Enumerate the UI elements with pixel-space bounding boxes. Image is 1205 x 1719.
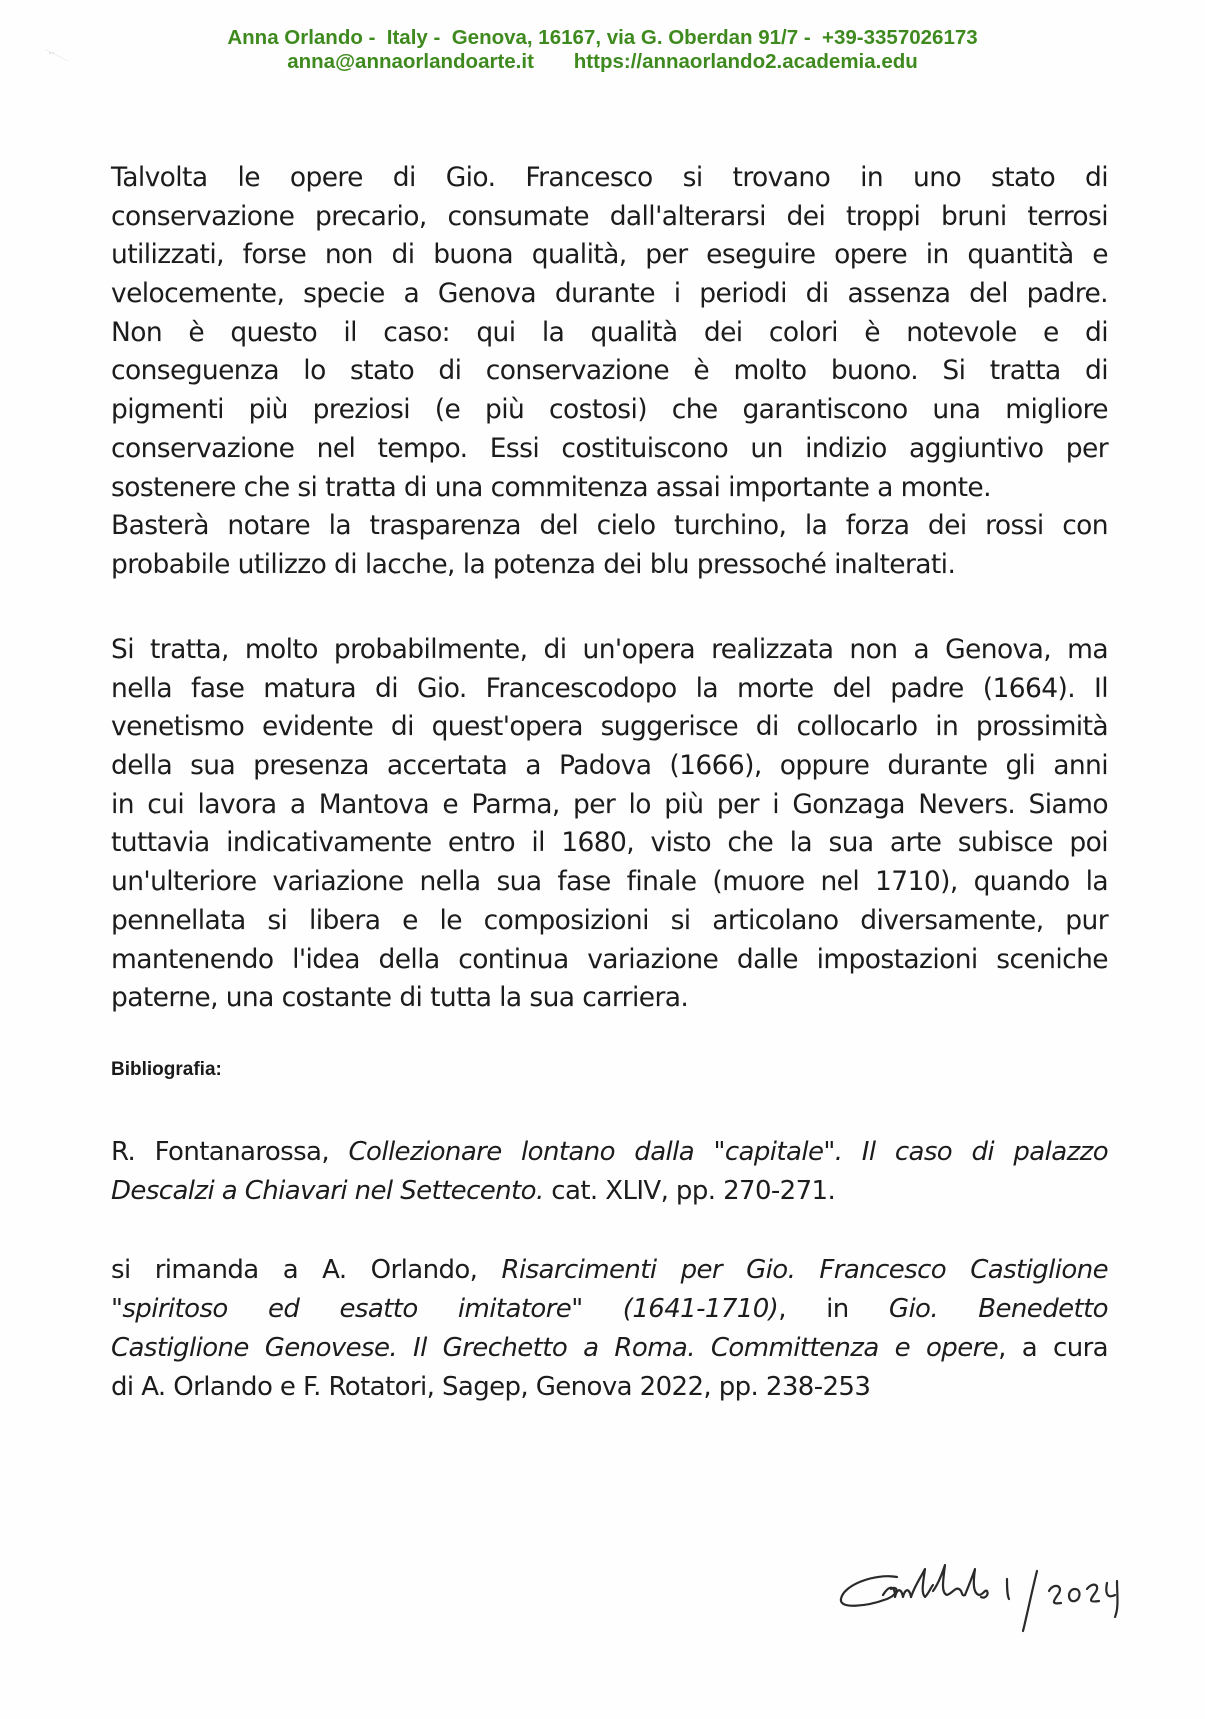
text-line: paterne, una costante di tutta la sua carriera. [111, 982, 689, 1014]
text-line: Non è questo il caso: qui la qualità dei colori è notevole e di [111, 316, 1108, 348]
text-line: venetismo evidente di quest'opera suggerisce di collocarlo in prossimità [111, 711, 1108, 743]
text-line: di A. Orlando e F. Rotatori, Sagep, Genova 2022, pp. 238-253 [111, 1372, 871, 1402]
ref-title: "spiritoso ed esatto imitatore" (1641-1710) [111, 1294, 779, 1324]
text-line [111, 1172, 1108, 1211]
letterhead-address: Anna Orlando - Italy - Genova, 16167, via G. Oberdan 91/7 - +39-3357026173 [227, 26, 978, 49]
text-line: Si tratta, molto probabilmente, di un'opera realizzata non a Genova, ma [111, 634, 1108, 665]
letterhead [0, 26, 1205, 74]
text-line [111, 1329, 1108, 1368]
ref-book-title: Castiglione Genovese. Il Grechetto a Roma. Committenza e opere [111, 1333, 999, 1363]
text-line [111, 1251, 1108, 1290]
bibliography-entry-orlando [111, 1251, 1108, 1407]
text-line: velocemente, specie a Genova durante i periodi di assenza del padre. [111, 278, 1108, 310]
ref-title: Collezionare lontano dalla "capitale". Il caso di palazzo [348, 1137, 1108, 1167]
text-line: pennellata si libera e le composizioni si articolano diversamente, pur [111, 904, 1108, 936]
ref-curated: , a cura [998, 1333, 1108, 1363]
ref-intro: si rimanda a A. Orlando, [111, 1255, 478, 1285]
letterhead-email[interactable]: anna@annaorlandoarte.it [287, 50, 534, 73]
letterhead-website[interactable]: https://annaorlando2.academia.edu [573, 50, 918, 73]
ref-title: Risarcimenti per Gio. Francesco Castiglione [501, 1255, 1108, 1285]
ref-book-title: Gio. Benedetto [888, 1294, 1108, 1324]
text-line: nella fase matura di Gio. Francescodopo la morte del padre (1664). Il [111, 672, 1108, 704]
letterhead-contacts [0, 50, 1205, 74]
text-line: Basterà notare la trasparenza del cielo turchino, la forza dei rossi con [111, 510, 1108, 542]
text-line: conseguenza lo stato di conservazione è molto buono. Si tratta di [111, 355, 1108, 387]
ref-author: R. Fontanarossa, [111, 1137, 330, 1167]
text-line: pigmenti più preziosi (e più costosi) che garantiscono una migliore [111, 394, 1108, 426]
text-line: un'ulteriore variazione nella sua fase finale (muore nel 1710), quando la [111, 866, 1108, 898]
handwritten-signature [835, 1555, 1195, 1655]
ref-in: , in [778, 1294, 849, 1324]
text-line: sostenere che si tratta di una commitenza assai importante a monte. [111, 471, 991, 503]
ref-title: Descalzi a Chiavari nel Settecento. [111, 1176, 544, 1206]
paragraph-conservation [111, 159, 1108, 585]
text-line: probabile utilizzo di lacche, la potenza dei blu pressoché inalterati. [111, 548, 956, 580]
text-line: conservazione nel tempo. Essi costituiscono un indizio aggiuntivo per [111, 432, 1108, 464]
bibliography-entry-fontanarossa [111, 1133, 1108, 1211]
text-line [111, 1290, 1108, 1329]
text-line: della sua presenza accertata a Padova (1666), oppure durante gli anni [111, 750, 1108, 782]
ref-pages: cat. XLIV, pp. 270-271. [551, 1176, 836, 1206]
text-line: utilizzati, forse non di buona qualità, per eseguire opere in quantità e [111, 239, 1108, 271]
text-line [111, 1133, 1108, 1172]
text-line: conservazione precario, consumate dall'alterarsi dei troppi bruni terrosi [111, 200, 1108, 232]
text-line: Talvolta le opere di Gio. Francesco si trovano in uno stato di [111, 162, 1108, 193]
text-line: mantenendo l'idea della continua variazione dalle impostazioni sceniche [111, 943, 1108, 975]
text-line: in cui lavora a Mantova e Parma, per lo più per i Gonzaga Nevers. Siamo [111, 788, 1108, 820]
paragraph-dating [111, 631, 1108, 1018]
text-line: tuttavia indicativamente entro il 1680, visto che la sua arte subisce poi [111, 827, 1108, 859]
bibliography-heading: Bibliografia: [111, 1059, 222, 1080]
